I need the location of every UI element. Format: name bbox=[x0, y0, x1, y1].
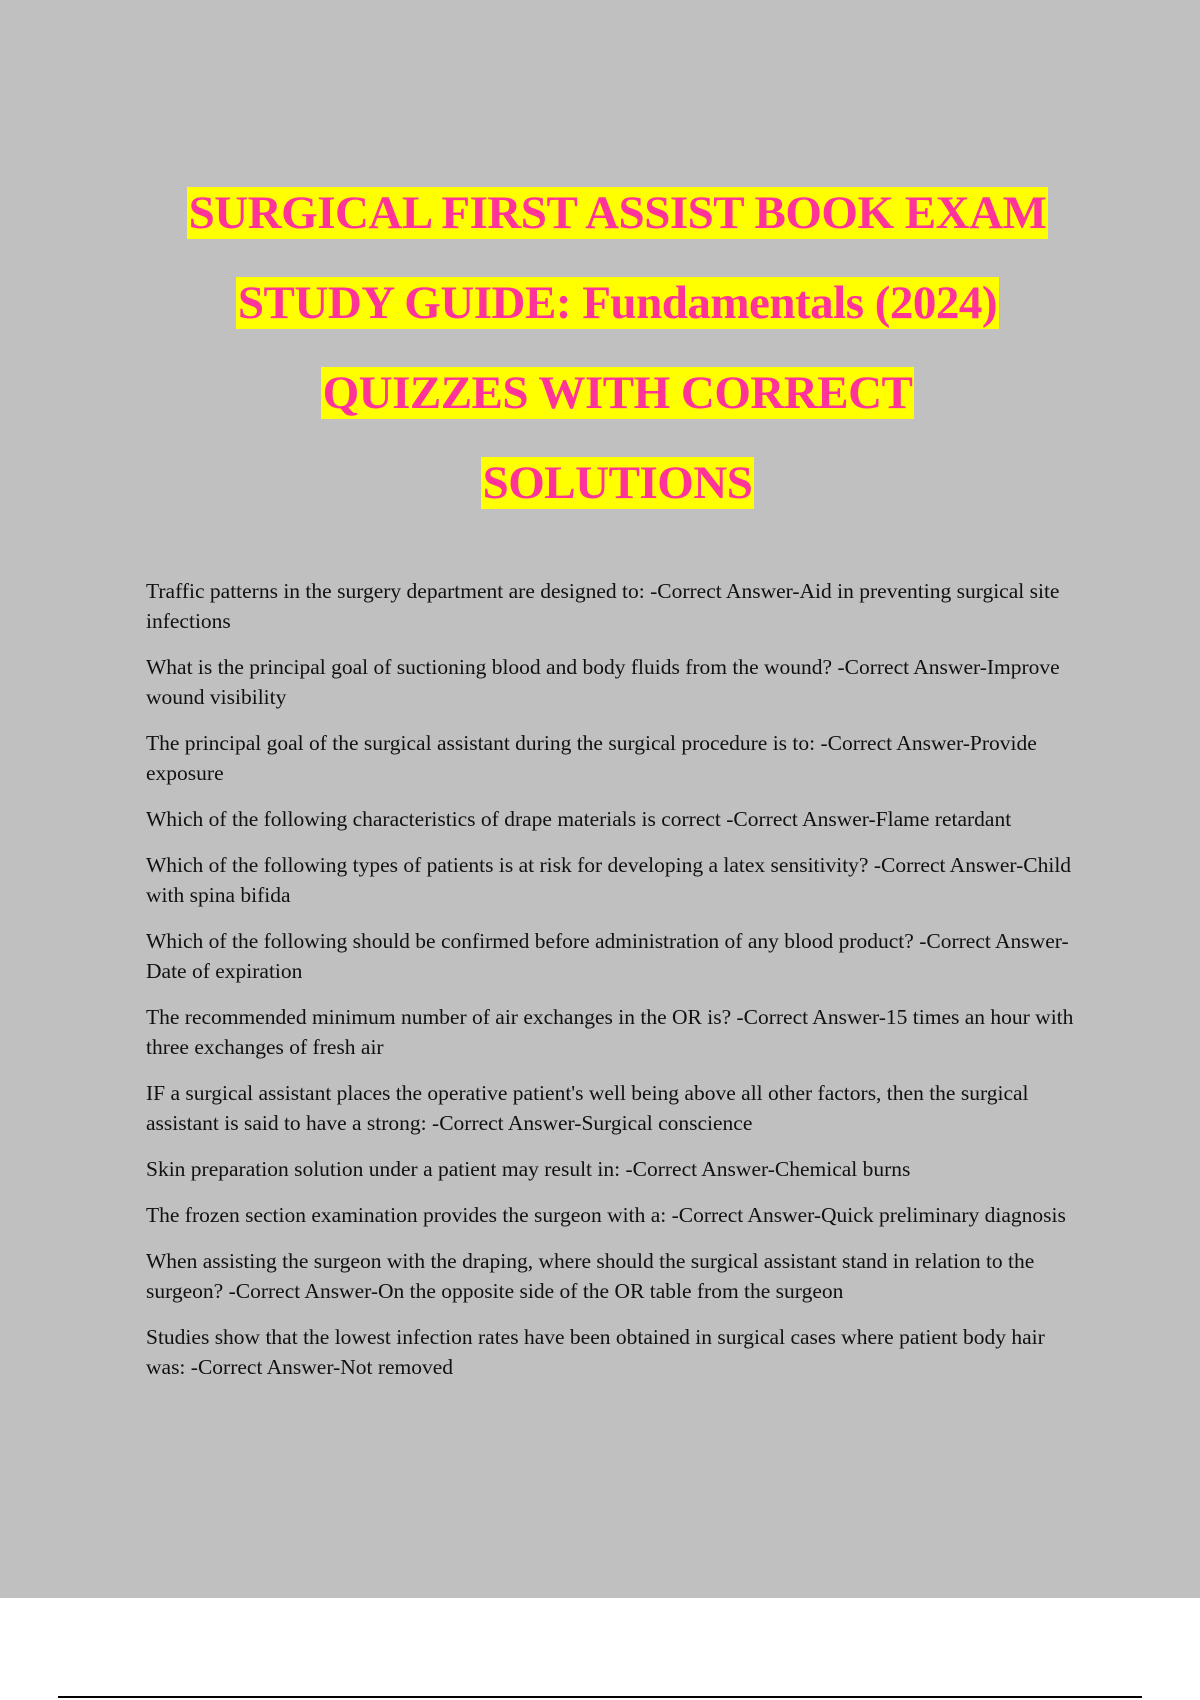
qa-item: When assisting the surgeon with the draping, where should the surgical assistant stand in relation to the surgeon? -Correct Answer-On the opposite side of the OR table from the surgeon bbox=[146, 1249, 1035, 1303]
qa-item: The recommended minimum number of air exchanges in the OR is? -Correct Answer-15 times an hour with three exchanges of fresh air bbox=[146, 1005, 1074, 1059]
qa-item: Traffic patterns in the surgery department are designed to: -Correct Answer-Aid in preventing surgical site infections bbox=[146, 579, 1060, 633]
question-answer-list bbox=[146, 576, 1086, 1398]
qa-item: Which of the following characteristics of drape materials is correct -Correct Answer-Flame retardant bbox=[146, 807, 1012, 831]
footer-divider bbox=[58, 1696, 1142, 1698]
qa-item: Which of the following types of patients is at risk for developing a latex sensitivity? -Correct Answer-Child with spina bifida bbox=[146, 853, 1072, 907]
title-line-1-text: SURGICAL FIRST ASSIST BOOK EXAM bbox=[188, 187, 1047, 239]
document-title bbox=[120, 168, 1115, 528]
qa-item: What is the principal goal of suctioning blood and body fluids from the wound? -Correct Answer-Improve wound visibility bbox=[146, 655, 1060, 709]
title-line-2-text: STUDY GUIDE: Fundamentals (2024) bbox=[237, 277, 998, 329]
title-line-4 bbox=[120, 438, 1115, 528]
title-line-2 bbox=[120, 258, 1115, 348]
qa-item: The principal goal of the surgical assistant during the surgical procedure is to: -Correct Answer-Provide exposure bbox=[146, 731, 1037, 785]
title-line-3-text: QUIZZES WITH CORRECT bbox=[322, 367, 913, 419]
qa-item: Studies show that the lowest infection rates have been obtained in surgical cases where patient body hair was: -Correct Answer-Not removed bbox=[146, 1325, 1045, 1379]
title-line-3 bbox=[120, 348, 1115, 438]
qa-item: The frozen section examination provides the surgeon with a: -Correct Answer-Quick preliminary diagnosis bbox=[146, 1203, 1066, 1227]
title-line-4-text: SOLUTIONS bbox=[482, 457, 753, 509]
qa-item: Which of the following should be confirmed before administration of any blood product? -Correct Answer-Date of expiration bbox=[146, 929, 1069, 983]
qa-item: IF a surgical assistant places the operative patient's well being above all other factors, then the surgical assistant is said to have a strong: -Correct Answer-Surgical conscience bbox=[146, 1081, 1029, 1135]
qa-item: Skin preparation solution under a patient may result in: -Correct Answer-Chemical burns bbox=[146, 1157, 911, 1181]
title-line-1 bbox=[120, 168, 1115, 258]
